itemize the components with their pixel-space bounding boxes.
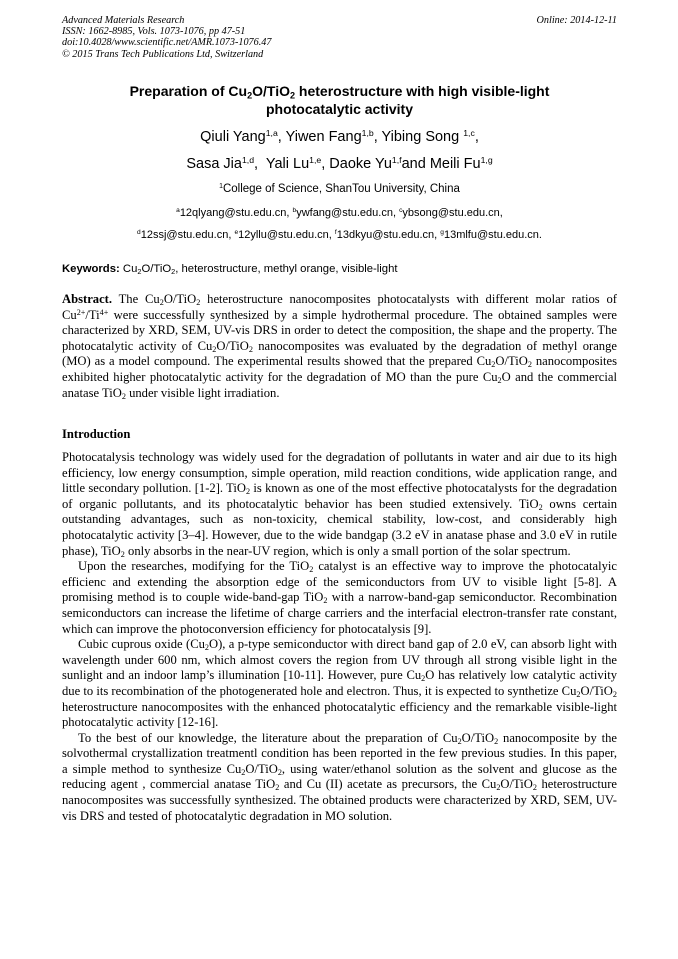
abstract: Abstract. The $Cu_2O/TiO_2$ heterostructure nanocomposites photocatalysts with different molar ratios of $Cu^{2+}/Ti^{4+}$ were successfully synthesized by a simple hydrothermal procedure. The obtained samples were characterized by XRD, SEM, UV-vis DRS in order to detect the composition, the shape and the property. The photocatalytic activity of $Cu_2O/TiO_2$ nanocomposites was evaluated by the degradation of methyl orange (MO) as a model compound. The experimental results showed that the prepared $Cu_2O/TiO_2$ nanocomposites exhibited higher photocatalytic activity for the degradation of MO than the pure $Cu_2O$ and the commercial anatase TiO$_2$ under visible light irradiation.	[62, 292, 618, 401]
intro-paragraph-3: Cubic cuprous oxide $(Cu_2O)$, a p-type semiconductor with direct band gap of 2.0 eV, can absorb light with wavelength under 600 nm, which almost covers the region from UV through all strong visible light in the sunlight and an indoor lamp’s illumination [10-11]. However, pure $Cu_2O$ has relatively low catalytic activity due to its recombination of the photogenerated hole and electron. Thus, it is expected to synthetize $Cu_2O/TiO_2$ heterostructure nanocomposites with the enhanced photocatalytic efficiency and the remarkable visible-light photocatalytic activity [12-16].	[62, 637, 617, 730]
email-b[interactable]: ywfang@stu.edu.cn,	[296, 207, 397, 219]
author-list-line2: Sasa Jia$^{1,d}$, Yali Lu$^{1,e}$, Daoke Yu$^{1,f}$and Meili Fu$^{1,g}$	[186, 154, 493, 172]
email-a[interactable]: 12qlyang@stu.edu.cn,	[179, 207, 290, 219]
email-c[interactable]: ybsong@stu.edu.cn,	[402, 207, 503, 219]
keywords: Keywords: $Cu_2O/TiO_2$, heterostructure, methyl orange, visible-light	[62, 263, 398, 276]
emails-line2: $^d$12ssj@stu.edu.cn, $^e$12yllu@stu.edu.cn, $^f$13dkyu@stu.edu.cn, $^g$13mlfu@stu.edu.cn.	[137, 229, 542, 241]
intro-paragraph-2: Upon the researches, modifying for the TiO$_2$ catalyst is an effective way to improve the photocatalyic efficienc and extending the absorption edge of the semiconductors from UV to visible light [5-8]. A promising method is to couple wide-band-gap TiO$_2$ with a narrow-band-gap semiconductor. Recombination semiconductors can increase the lifetime of charge carriers and the interfacial electron-transfer rate constant, which can improve the photoconversion efficiency for photocatalysis [9].	[62, 559, 618, 636]
online-date: Online: 2014-12-11	[536, 15, 617, 26]
email-d[interactable]: 12ssj@stu.edu.cn,	[140, 229, 232, 241]
introduction-heading: Introduction	[62, 427, 131, 441]
author-list-line1: Qiuli Yang$^{1,a}$, Yiwen Fang$^{1,b}$, Yibing Song $^{1,c}$,	[200, 127, 479, 145]
email-e[interactable]: 12yllu@stu.edu.cn,	[238, 229, 332, 241]
doi-line: doi:10.4028/www.scientific.net/AMR.1073-1076.47	[62, 37, 272, 49]
introduction-body	[62, 450, 617, 824]
intro-paragraph-1: Photocatalysis technology was widely used for the degradation of pollutants in water and air due to its high efficiency, low energy consumption, simple operation, mild reaction conditions, wide application range, and little secondary pollution. [1-2]. TiO$_2$ is known as one of the most effective photocatalysts for the degradation of organic pollutants, and its photocatalytic behavior has been studied extensively. TiO$_2$ owns certain outstanding advantages, such as non-toxicity, chemical stability, low-cost, and considerably high photocatalytic activity [3–4]. However, due to the wide bandgap (3.2 eV in anatase phase and 3.0 eV in rutile phase), TiO$_2$ only absorbs in the near-UV region, which is only a small portion of the solar spectrum.	[62, 450, 617, 559]
email-g[interactable]: 13mlfu@stu.edu.cn.	[443, 229, 542, 241]
issn-line: ISSN: 1662-8985, Vols. 1073-1076, pp 47-51	[62, 26, 246, 38]
journal-header	[62, 15, 617, 60]
affiliation: $^1$College of Science, ShanTou University, China	[219, 182, 460, 195]
emails-line1: $^a$12qlyang@stu.edu.cn, $^b$ywfang@stu.edu.cn, $^c$ybsong@stu.edu.cn,	[176, 207, 503, 219]
email-f[interactable]: 13dkyu@stu.edu.cn,	[336, 229, 438, 241]
intro-paragraph-4: To the best of our knowledge, the literature about the preparation of $Cu_2O/TiO_2$ nanocomposite by the solvothermal crystallization treatmentl condition has been reported in the few previous studies. In this paper, a simple method to synthesize $Cu_2O/TiO_2$, using water/ethanol solution as the solvent and glucose as the reducing agent , commercial anatase TiO$_2$ and Cu (II) acetate as precursors, the $Cu_2O/TiO_2$ heterostructure nanocomposites was successfully synthesized. The obtained products were characterized by XRD, SEM, UV-vis DRS and tested of photocatalytic degradation in MO solution.	[62, 730, 618, 823]
copyright-line: © 2015 Trans Tech Publications Ltd, Switzerland	[62, 48, 264, 60]
paper-title: Preparation of $Cu_2O/TiO_2$ heterostructure with high visible-light photocatalytic activity	[129, 83, 550, 117]
journal-name: Advanced Materials Research	[62, 15, 185, 26]
